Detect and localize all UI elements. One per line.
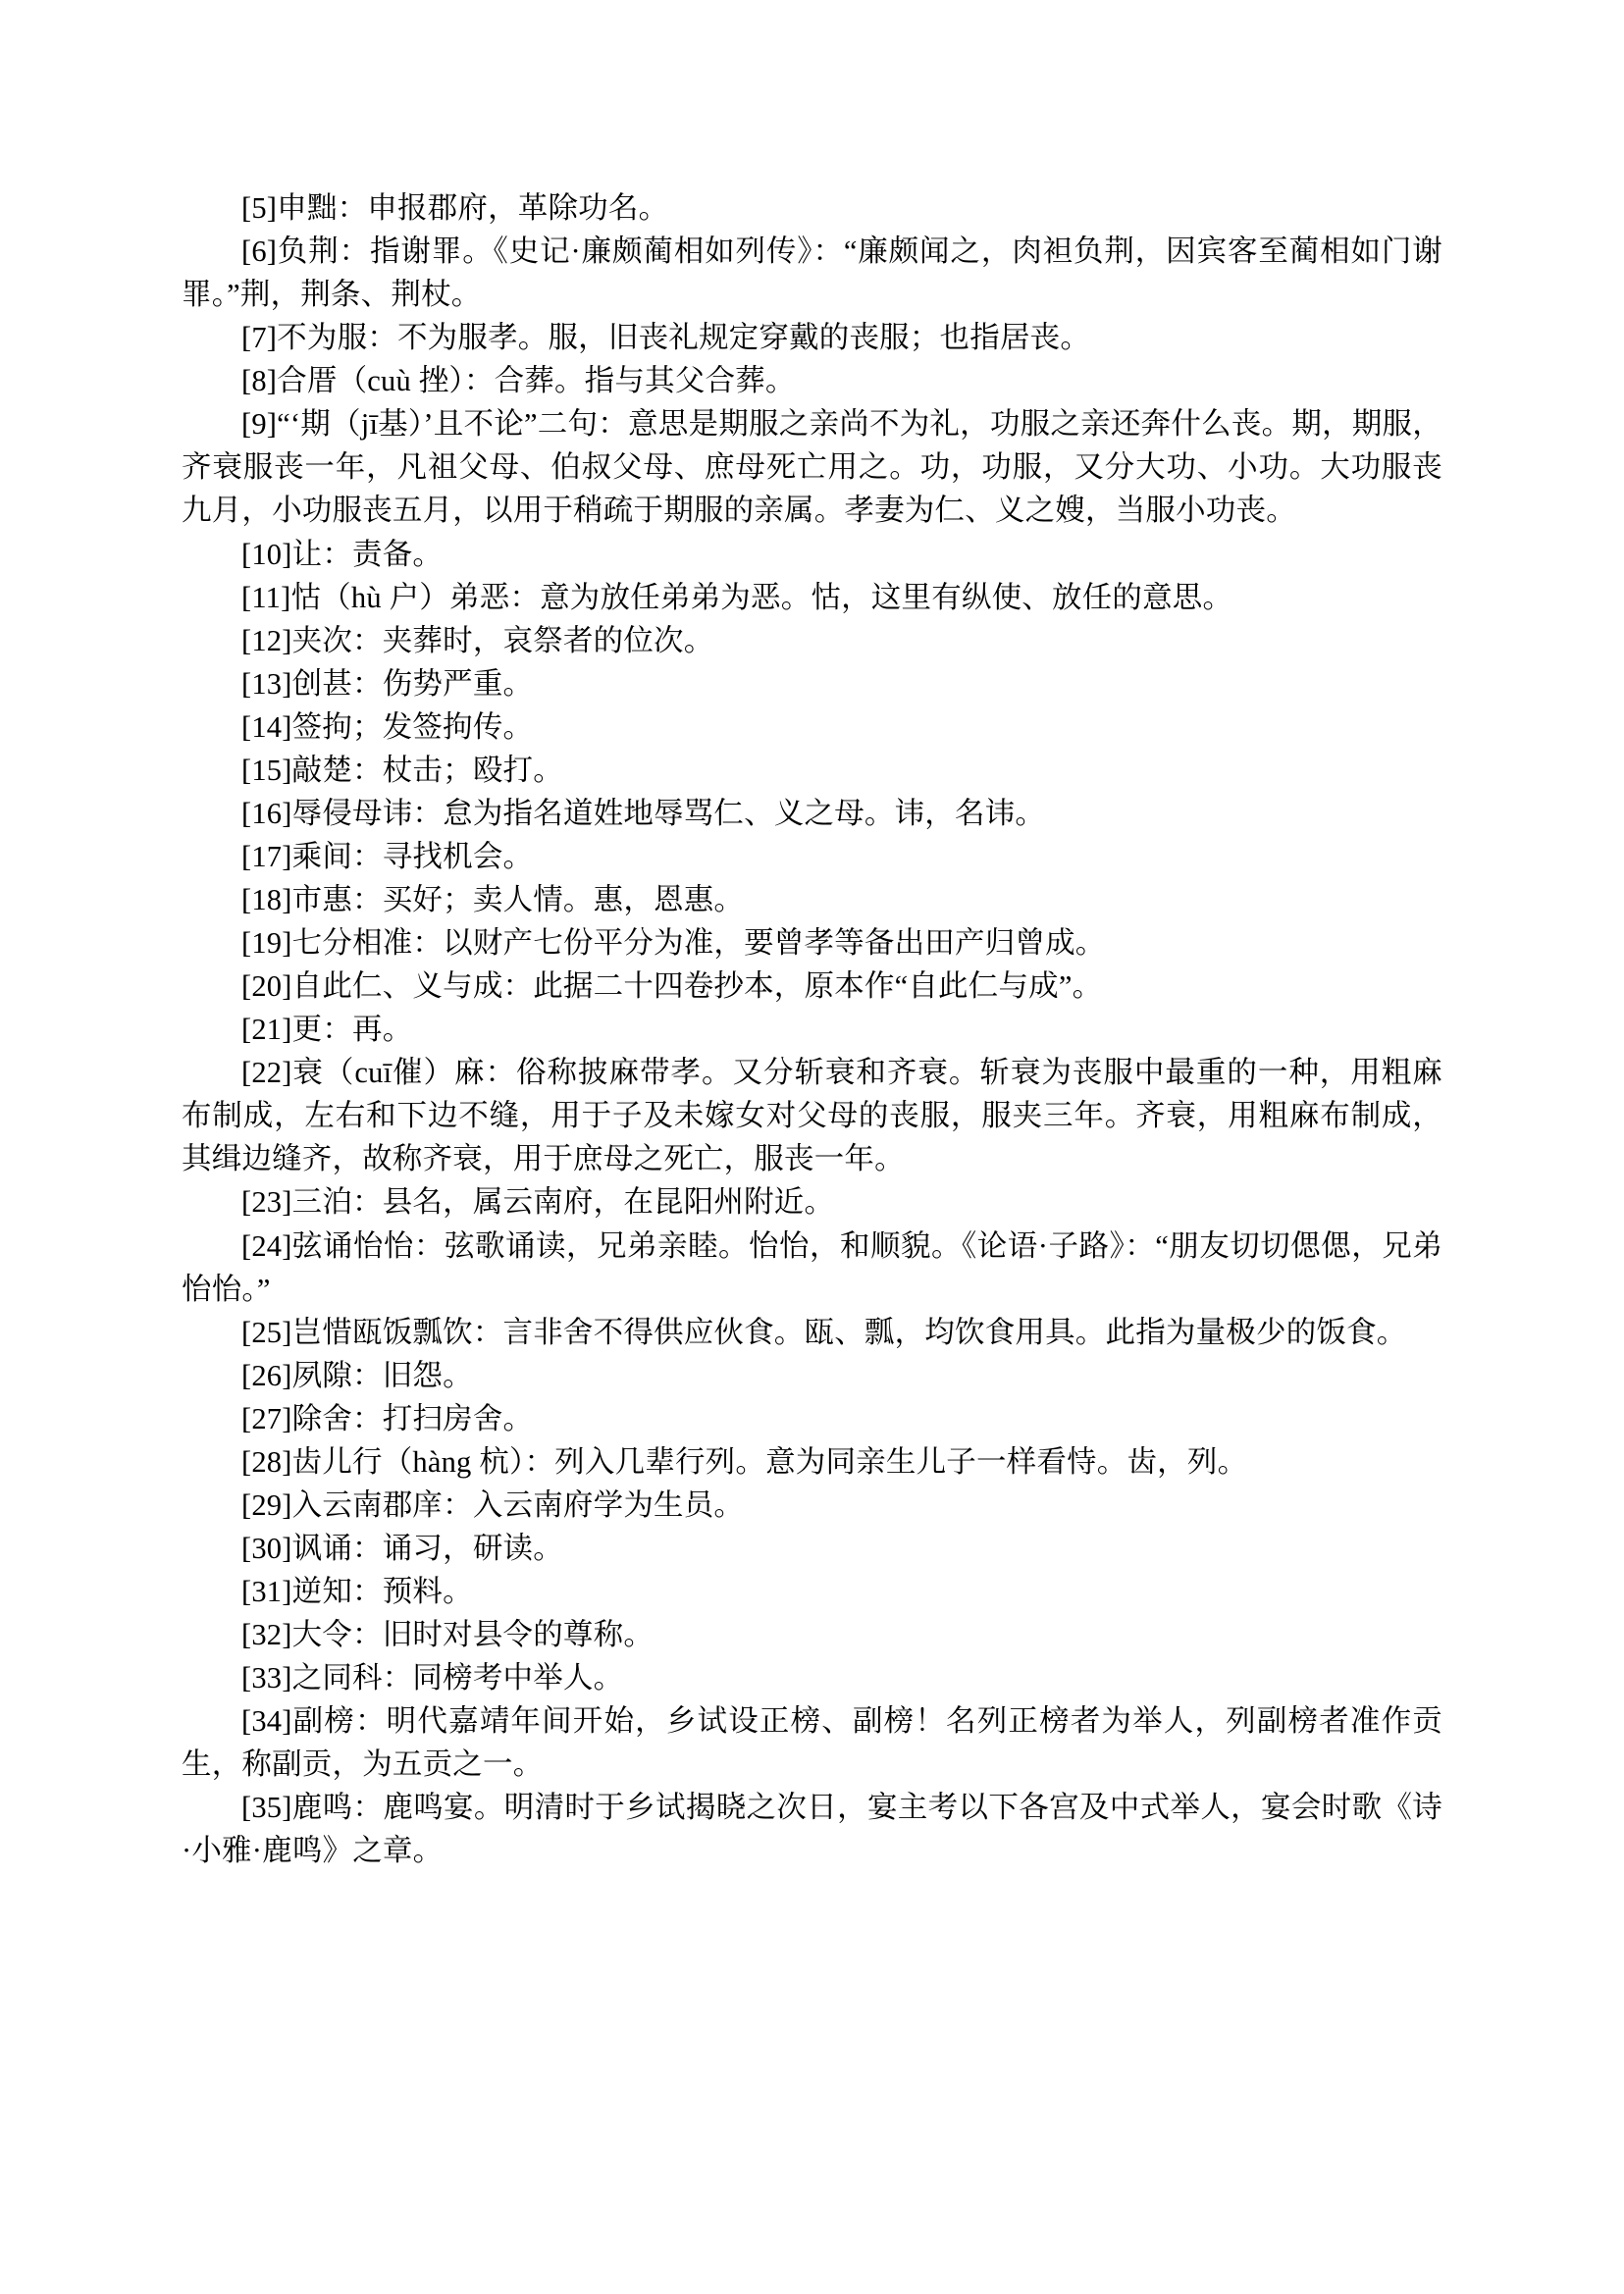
note-item: [22]衰（cuī催）麻：俗称披麻带孝。又分斩衰和齐衰。斩衰为丧服中最重的一种，用粗麻布制成，左右和下边不缝，用于子及未嫁女对父母的丧服，服夹三年。齐衰，用粗麻布制成，其缉边缝齐，故称齐衰，用于庶母之死亡，服丧一年。: [182, 1056, 1442, 1176]
note-item: [33]之同科：同榜考中举人。: [241, 1661, 624, 1695]
note-item: [10]让：责备。: [241, 537, 444, 571]
note-item: [8]合厝（cuù 挫）：合葬。指与其父合葬。: [241, 364, 796, 398]
note-item: [32]大令：旧时对县令的尊称。: [241, 1618, 655, 1652]
note-item: [11]怙（hù 户）弟恶：意为放任弟弟为恶。怙，这里有纵使、放任的意思。: [241, 580, 1233, 614]
note-item: [30]讽诵：诵习，研读。: [241, 1531, 563, 1565]
note-item: [14]签拘；发签拘传。: [241, 709, 534, 744]
note-item: [18]市惠：买好；卖人情。惠，恩惠。: [241, 883, 745, 916]
note-item: [13]创甚：伤势严重。: [241, 666, 534, 701]
note-item: [21]更：再。: [241, 1013, 413, 1047]
note-item: [6]负荆：指谢罪。《史记·廉颇蔺相如列传》：“廉颇闻之，肉袒负荆，因宾客至蔺相如门谢罪。”荆，荆条、荆杖。: [182, 235, 1442, 312]
note-item: [5]申黜：申报郡府，革除功名。: [241, 191, 669, 225]
note-item: [27]除舍：打扫房舍。: [241, 1401, 534, 1435]
note-item: [9]“‘期（jī基）’且不论”二句：意思是期服之亲尚不为礼，功服之亲还奔什么丧。期，期服，齐衰服丧一年，凡祖父母、伯叔父母、庶母死亡用之。功，功服，又分大功、小功。大功服丧九月，小功服丧五月，以用于稍疏于期服的亲属。孝妻为仁、义之嫂，当服小功丧。: [182, 407, 1442, 528]
note-item: [23]三泊：县名，属云南府，在昆阳州附近。: [241, 1185, 835, 1220]
note-item: [35]鹿鸣：鹿鸣宴。明清时于乡试揭晓之次日，宴主考以下各宫及中式举人，宴会时歌《诗·小雅·鹿鸣》之章。: [182, 1791, 1442, 1868]
note-item: [25]岂惜瓯饭瓢饮：言非舍不得供应伙食。瓯、瓢，均饮食用具。此指为量极少的饭食。: [241, 1315, 1407, 1349]
note-item: [7]不为服：不为服孝。服，旧丧礼规定穿戴的丧服；也指居丧。: [241, 321, 1091, 355]
note-item: [29]入云南郡庠：入云南府学为生员。: [241, 1487, 745, 1522]
note-item: [16]辱侵母讳：怠为指名道姓地辱骂仁、义之母。讳，名讳。: [241, 796, 1046, 830]
note-item: [19]七分相准：以财产七份平分为准，要曾孝等备出田产归曾成。: [241, 926, 1106, 961]
note-item: [34]副榜：明代嘉靖年间开始，乡试设正榜、副榜！名列正榜者为举人，列副榜者准作贡生，称副贡，为五贡之一。: [182, 1704, 1442, 1782]
note-item: [24]弦诵怡怡：弦歌诵读，兄弟亲睦。怡怡，和顺貌。《论语·子路》：“朋友切切偲偲，兄弟怡怡。”: [182, 1228, 1442, 1306]
note-item: [26]夙隙：旧怨。: [241, 1358, 473, 1392]
note-item: [28]齿儿行（hàng 杭）：列入几辈行列。意为同亲生儿子一样看恃。齿，列。: [241, 1444, 1248, 1479]
note-item: [12]夹次：夹葬时，哀祭者的位次。: [241, 623, 714, 657]
annotation-note-list: [182, 186, 1442, 1872]
note-item: [20]自此仁、义与成：此据二十四卷抄本，原本作“自此仁与成”。: [241, 969, 1103, 1004]
note-item: [17]乘间：寻找机会。: [241, 839, 534, 873]
note-item: [15]敲楚：杖击；殴打。: [241, 753, 563, 787]
note-item: [31]逆知：预料。: [241, 1575, 473, 1608]
